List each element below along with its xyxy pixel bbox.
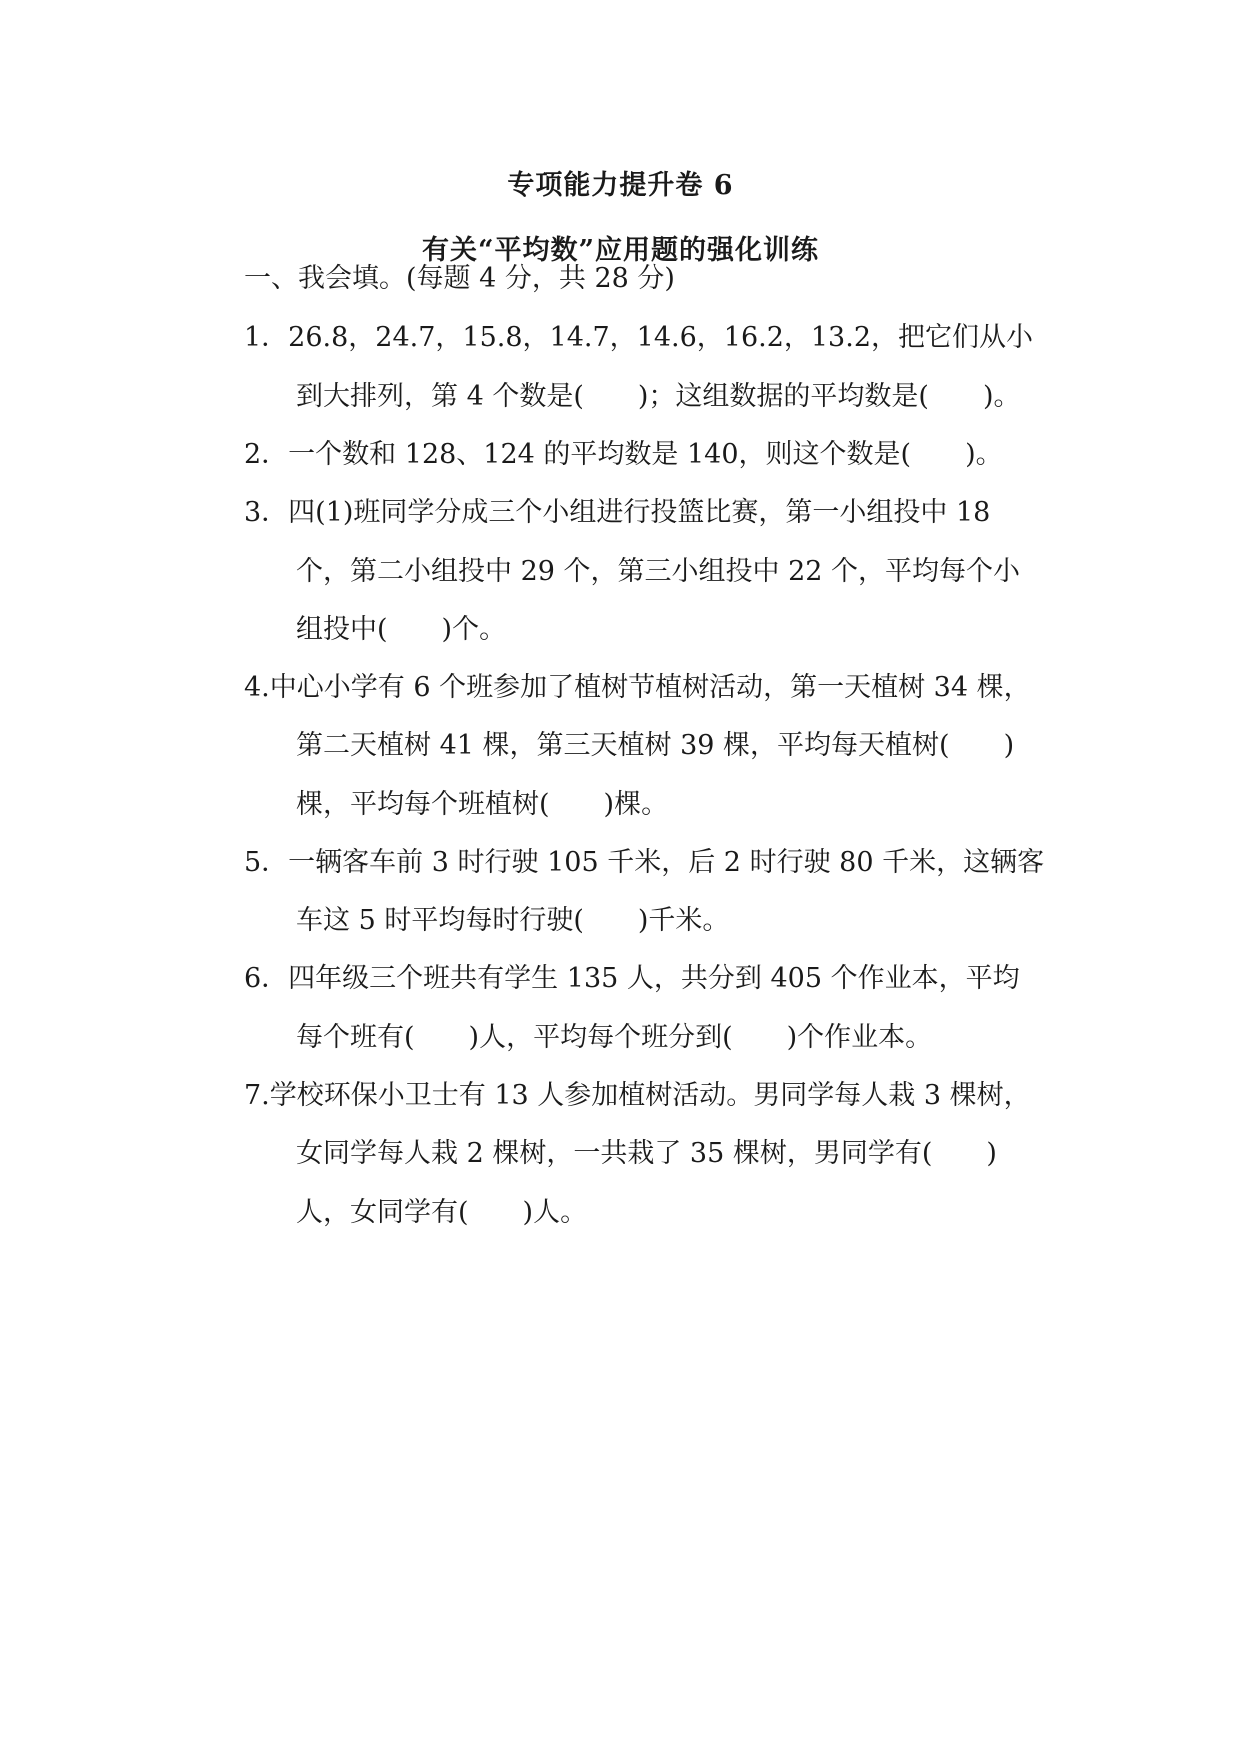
question-6-line-2: 每个班有( )人，平均每个班分到( )个作业本。 <box>296 1022 933 1053</box>
question-3-line-3: 组投中( )个。 <box>296 614 507 645</box>
question-4-line-1: 4.中心小学有 6 个班参加了植树节植树活动，第一天植树 34 棵， <box>244 672 1031 703</box>
question-3-line-1: 3．四(1)班同学分成三个小组进行投篮比赛，第一小组投中 18 <box>244 497 991 528</box>
question-5-line-2: 车这 5 时平均每时行驶( )千米。 <box>296 905 730 936</box>
worksheet-title: 专项能力提升卷 6 <box>507 170 734 201</box>
question-7-line-3: 人，女同学有( )人。 <box>296 1197 588 1228</box>
question-5-line-1: 5．一辆客车前 3 时行驶 105 千米，后 2 时行驶 80 千米，这辆客 <box>244 847 1045 878</box>
section-heading: 一、我会填。(每题 4 分，共 28 分) <box>244 263 675 294</box>
question-2-line-1: 2．一个数和 128、124 的平均数是 140，则这个数是( )。 <box>244 439 1003 470</box>
question-3-line-2: 个，第二小组投中 29 个，第三小组投中 22 个，平均每个小 <box>296 556 1021 587</box>
worksheet-subtitle: 有关“平均数”应用题的强化训练 <box>421 235 820 266</box>
question-7-line-1: 7.学校环保小卫士有 13 人参加植树活动。男同学每人栽 3 棵树， <box>244 1080 1031 1111</box>
question-7-line-2: 女同学每人栽 2 棵树，一共栽了 35 棵树，男同学有( ) <box>296 1138 997 1169</box>
question-4-line-3: 棵，平均每个班植树( )棵。 <box>296 789 669 820</box>
question-1-line-2: 到大排列，第 4 个数是( )；这组数据的平均数是( )。 <box>296 381 1021 412</box>
question-4-line-2: 第二天植树 41 棵，第三天植树 39 棵，平均每天植树( ) <box>296 730 1015 761</box>
question-1-line-1: 1．26.8，24.7，15.8，14.7，14.6，16.2，13.2，把它们从小 <box>244 322 1033 353</box>
question-6-line-1: 6．四年级三个班共有学生 135 人，共分到 405 个作业本，平均 <box>244 963 1020 994</box>
